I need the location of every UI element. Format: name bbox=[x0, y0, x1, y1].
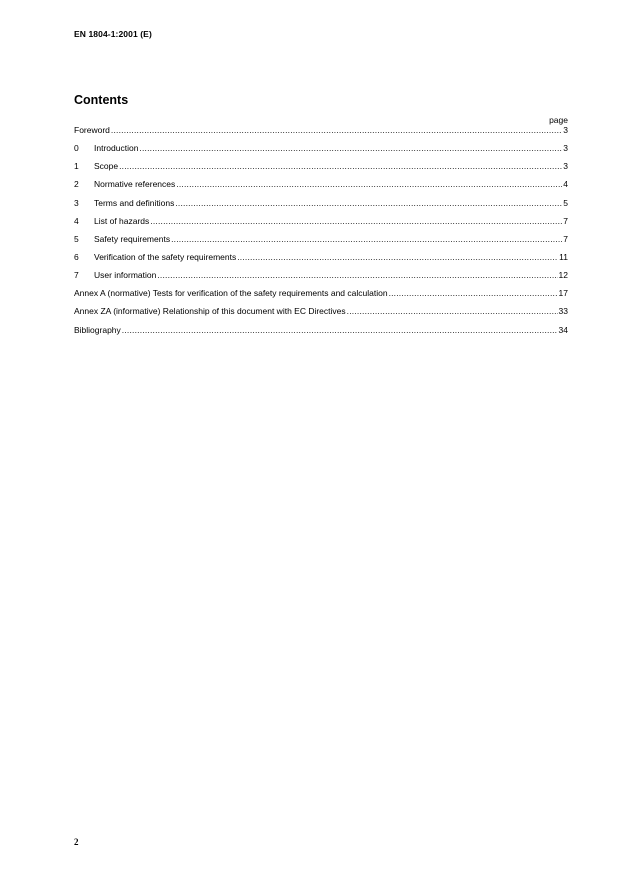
toc-entry-page: 33 bbox=[558, 306, 568, 317]
toc-entry-list-of-hazards[interactable] bbox=[74, 216, 568, 234]
toc-dot-leader bbox=[237, 252, 558, 263]
toc-dot-leader bbox=[150, 216, 562, 227]
toc-entry-number: 0 bbox=[74, 143, 79, 154]
toc-entry-title: Annex ZA (informative) Relationship of this document with EC Directives bbox=[74, 306, 346, 317]
toc-entry-number: 4 bbox=[74, 215, 79, 226]
toc-entry-page: 17 bbox=[558, 288, 568, 299]
toc-entry-title: List of hazards bbox=[94, 215, 150, 226]
toc-entry-page: 11 bbox=[559, 251, 568, 262]
toc-entry-bibliography[interactable] bbox=[74, 325, 568, 343]
toc-entry-page: 12 bbox=[558, 270, 568, 281]
toc-dot-leader bbox=[111, 125, 562, 136]
toc-entry-title: Normative references bbox=[94, 179, 176, 190]
toc-entry-number: 5 bbox=[74, 233, 79, 244]
toc-entry-page: 7 bbox=[563, 215, 568, 226]
toc-entry-user-information[interactable] bbox=[74, 270, 568, 288]
toc-entry-title: User information bbox=[94, 270, 157, 281]
page-column-label: page bbox=[549, 115, 568, 125]
toc-entry-page: 3 bbox=[563, 125, 568, 135]
document-header: EN 1804-1:2001 (E) bbox=[74, 29, 152, 39]
toc-entry-page: 4 bbox=[563, 179, 568, 190]
toc-entry-number: 1 bbox=[74, 161, 79, 172]
table-of-contents bbox=[74, 125, 568, 343]
toc-entry-annex-za[interactable] bbox=[74, 306, 568, 324]
toc-entry-title: Foreword bbox=[74, 125, 110, 135]
toc-dot-leader bbox=[139, 143, 562, 154]
toc-entry-page: 34 bbox=[558, 324, 568, 335]
toc-dot-leader bbox=[119, 161, 562, 172]
toc-entry-title: Introduction bbox=[94, 143, 139, 154]
toc-dot-leader bbox=[389, 288, 558, 299]
toc-dot-leader bbox=[347, 306, 558, 317]
toc-entry-normative-references[interactable] bbox=[74, 179, 568, 197]
toc-entry-title: Safety requirements bbox=[94, 233, 171, 244]
toc-entry-number: 2 bbox=[74, 179, 79, 190]
toc-dot-leader bbox=[175, 198, 562, 209]
toc-entry-scope[interactable] bbox=[74, 161, 568, 179]
contents-heading: Contents bbox=[74, 93, 129, 107]
toc-entry-title: Terms and definitions bbox=[94, 197, 175, 208]
toc-entry-page: 3 bbox=[563, 161, 568, 172]
toc-entry-annex-a[interactable] bbox=[74, 288, 568, 306]
toc-entry-title: Bibliography bbox=[74, 324, 121, 335]
toc-entry-page: 7 bbox=[563, 233, 568, 244]
toc-entry-introduction[interactable] bbox=[74, 143, 568, 161]
toc-dot-leader bbox=[171, 234, 562, 245]
toc-entry-verification[interactable] bbox=[74, 252, 568, 270]
toc-entry-number: 6 bbox=[74, 251, 79, 262]
toc-dot-leader bbox=[157, 270, 557, 281]
toc-dot-leader bbox=[176, 179, 562, 190]
toc-entry-number: 3 bbox=[74, 197, 79, 208]
toc-dot-leader bbox=[122, 325, 558, 336]
toc-entry-title: Annex A (normative) Tests for verification of the safety requirements and calculation bbox=[74, 288, 388, 299]
toc-entry-safety-requirements[interactable] bbox=[74, 234, 568, 252]
toc-entry-number: 7 bbox=[74, 270, 79, 281]
toc-entry-page: 3 bbox=[563, 143, 568, 154]
toc-entry-title: Scope bbox=[94, 161, 119, 172]
toc-entry-page: 5 bbox=[563, 197, 568, 208]
toc-entry-terms-and-definitions[interactable] bbox=[74, 198, 568, 216]
toc-entry-title: Verification of the safety requirements bbox=[94, 251, 237, 262]
toc-entry-foreword[interactable] bbox=[74, 125, 568, 143]
page-number: 2 bbox=[74, 837, 79, 847]
